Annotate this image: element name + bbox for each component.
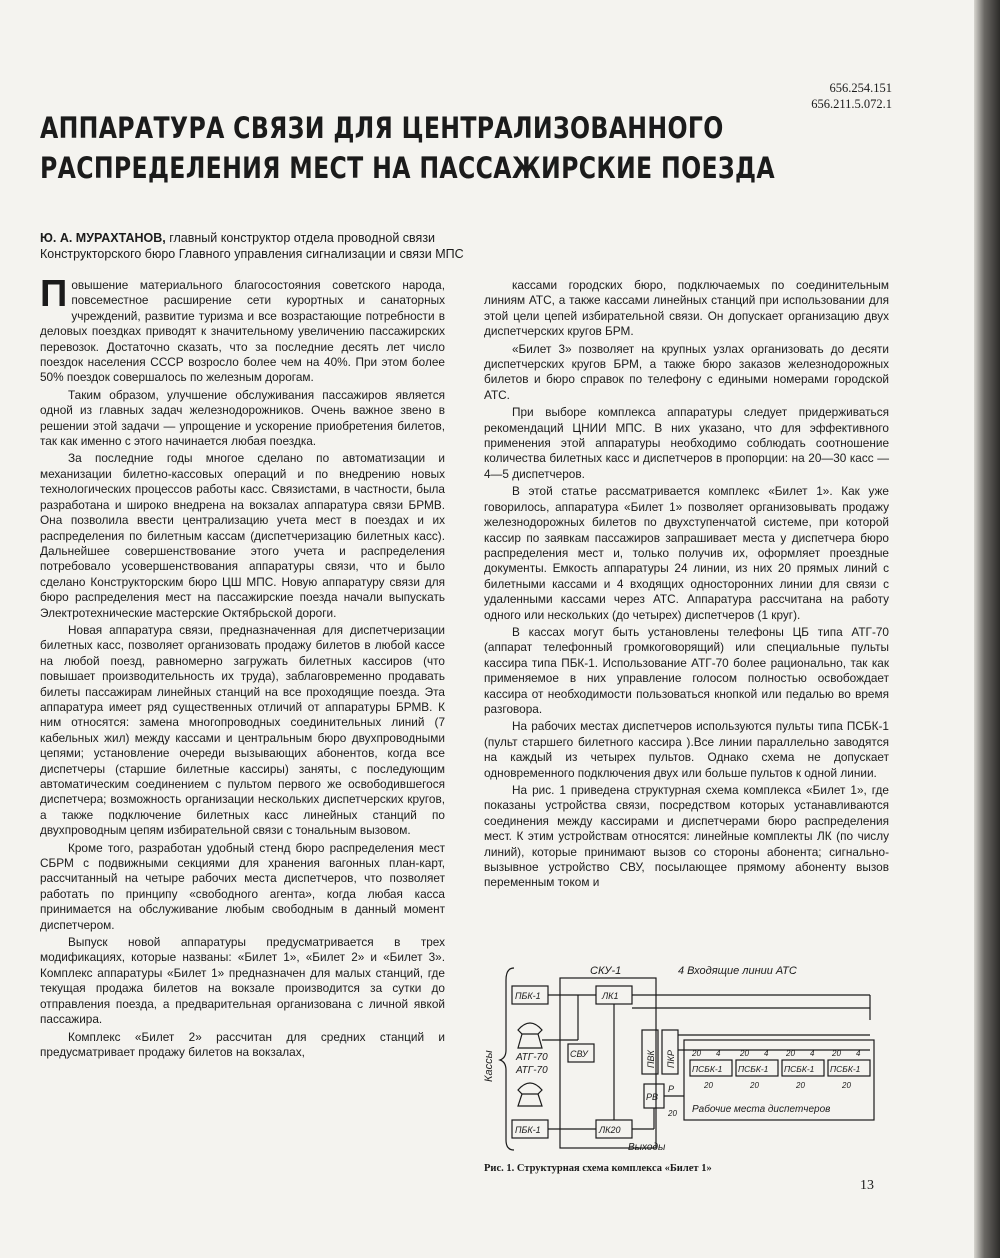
paragraph: На рис. 1 приведена структурная схема комплекса «Билет 1», где показаны устройства связи, посредством которых устанавливаются соединения между кассирами и диспетчерами бюро распределения мест. К этим устройствам относятся: линейные комплекты ЛК (по числу линий), которые принимают вызов со стороны абонента; сигнально-вызывное устройство СВУ, посылающее прямому абоненту вызов переменным током и: [484, 783, 889, 890]
paragraph: За последние годы многое сделано по автоматизации и механизации билетно-кассовых операций и по внедрению новых технологических процессов работы касс. Связистами, в частности, была разработана и широко внедрена на вокзалах аппаратура связи БРМВ. Она позволила ввести централизацию учета мест в поездах и их распределения по билетным кассам (диспетчеризацию билетных касс). Дальнейшее совершенствование этого учета и распределения потребовало усовершенствования аппаратуры связи, что и было сделано Конструкторским бюро ЦШ МПС. Новую аппаратуру связи для бюро распределения мест на пассажирские поезда начали выпускать Электротехнические мастерские Октябрьской дороги.: [40, 451, 445, 620]
paragraph: кассами городских бюро, подключаемых по соединительным линиям АТС, а также кассами линейных станций при использовании для этой цели цепей избирательной связи. Он допускает организацию двух диспетчерских кругов БРМ.: [484, 278, 889, 339]
line-count-20: 20: [786, 1049, 795, 1058]
udc-codes: [770, 80, 892, 112]
udc-code: 656.211.5.072.1: [811, 97, 892, 111]
lk20-label: ЛК20: [599, 1125, 621, 1135]
psbk-label: ПСБК-1: [784, 1064, 815, 1074]
workplaces-label: Рабочие места диспетчеров: [692, 1104, 831, 1115]
page-edge-shadow: [974, 0, 1000, 1258]
psbk-label: ПСБК-1: [692, 1064, 723, 1074]
line-count-4: 4: [764, 1049, 769, 1058]
rv-label: РВ: [646, 1092, 659, 1102]
paragraph: Новая аппаратура связи, предназначенная для диспетчеризации билетных касс, позволяет организовать продажу билетов в любой кассе на любой поезд, равномерно загружать билетных кассиров (что повышает производительность их труда), заблаговременно продавать билеты пассажирам линейных станций на все проходящие поезда. Эта аппаратура имеет ряд существенных отличий от аппаратуры БРМВ. К ним относятся: замена многопроводных соединительных линий (7 кабельных жил) между кассами и центральным бюро двухпроводными цепями; установление очереди вызывающих абонентов, когда все диспетчеры (старшие билетные кассиры) заняты, с последующим автоматическим соединением с пультом первого же освободившегося диспетчера; возможность организации нескольких диспетчерских кругов, а также подключение билетных касс линейных станций по двухпроводным цепям избирательной связи с тональным вызовом.: [40, 622, 445, 838]
pbk-bottom-label: ПБК-1: [515, 1125, 541, 1135]
outputs-count-20: 20: [668, 1109, 677, 1118]
title-line: РАСПРЕДЕЛЕНИЯ МЕСТ НА ПАССАЖИРСКИЕ ПОЕЗДА: [40, 151, 775, 185]
psbk-group: [690, 1060, 870, 1076]
line-count-20: 20: [704, 1081, 713, 1090]
atg70-label: АТГ-70: [516, 1052, 548, 1063]
figure-caption: Рис. 1. Структурная схема комплекса «Билет 1»: [484, 1163, 712, 1174]
pvk-label: ПВК: [646, 1050, 656, 1068]
paragraph: В кассах могут быть установлены телефоны ЦБ типа АТГ-70 (аппарат телефонный громкоговорящий) или специальные пульты кассира типа ПБК-1. Использование АТГ-70 более рационально, так как применяемое в них управление голосом полностью освобождает кассира от необходимости пользоваться кнопкой или педалью во время разговора.: [484, 624, 889, 716]
p-label: Р: [668, 1084, 675, 1094]
line-count-20: 20: [796, 1081, 805, 1090]
author-line-1: [40, 230, 640, 246]
paragraph: «Билет 3» позволяет на крупных узлах организовать до десяти диспетчерских кругов БРМ, а также бюро заказов железнодорожных билетов и бюро справок по телефону с едиными номерами городской АТС.: [484, 341, 889, 402]
line-count-4: 4: [716, 1049, 721, 1058]
pbk-top-label: ПБК-1: [515, 991, 541, 1001]
block-diagram-svg: [478, 960, 888, 1158]
atg70-label: АТГ-70: [516, 1065, 548, 1076]
title-line: АППАРАТУРА СВЯЗИ ДЛЯ ЦЕНТРАЛИЗОВАННОГО: [40, 111, 724, 145]
pkr-label: ПКР: [666, 1050, 676, 1068]
svu-label: СВУ: [570, 1049, 588, 1059]
right-column: [484, 278, 889, 893]
page-number: 13: [860, 1178, 874, 1193]
line-count-20: 20: [740, 1049, 749, 1058]
sku-label: СКУ-1: [590, 965, 622, 977]
telephone-icon: [518, 1083, 542, 1094]
paragraph-text: овышение материального благосостояния советского народа, повсеместное расширение сети курортных и санаторных учреждений, развитие туризма и все возрастающие потребности в деловых поездках приводят к значительному увеличению пассажирских перевозок. Достаточно сказать, что за последние десять лет число поездок населения СССР возросло более чем на 40%. При этом более 50% поездок совершалось по железным дорогам.: [40, 278, 445, 385]
author-affiliation: Конструкторского бюро Главного управления сигнализации и связи МПС: [40, 247, 464, 261]
psbk-label: ПСБК-1: [738, 1064, 769, 1074]
paragraph: Кроме того, разработан удобный стенд бюро распределения мест СБРМ с подвижными секциями для хранения вагонных план-карт, рассчитанный на четыре рабочих места диспетчеров, что позволяет работать по принципу «свободного агента», когда любая касса принимается на обслуживание любым свободным в данный момент диспетчером.: [40, 840, 445, 932]
line-count-20: 20: [692, 1049, 701, 1058]
outputs-label: Выходы: [628, 1142, 666, 1153]
paragraph: Таким образом, улучшение обслуживания пассажиров является одной из главных задач железнодорожников. Очень важное звено в решении этой задачи — упрощение и ускорение приобретения билетов, так как именно с этого начинается любая поездка.: [40, 387, 445, 449]
author-name: Ю. А. МУРАХТАНОВ,: [40, 231, 166, 245]
paragraph: [40, 273, 445, 386]
line-count-20: 20: [832, 1049, 841, 1058]
psbk-label: ПСБК-1: [830, 1064, 861, 1074]
paragraph: При выборе комплекса аппаратуры следует придерживаться рекомендаций ЦНИИ МПС. В них указано, что для эффективного применения этой аппаратуры необходимо соблюдать соотношение количества билетных касс и диспетчеров в пропорции: на 20—30 касс — 4—5 диспетчеров.: [484, 405, 889, 481]
paragraph: Выпуск новой аппаратуры предусматривается в трех модификациях, которые названы: «Билет 1», «Билет 2» и «Билет 3». Комплекс аппаратуры «Билет 1» предназначен для малых станций, где текущая продажа билетов на вокзале производится за сутки до отправления поезда, а предварительная организована с личной явкой пассажира.: [40, 935, 445, 1027]
telephone-icon: [518, 1023, 542, 1034]
telephone-icon: [518, 1094, 542, 1106]
paragraph: На рабочих местах диспетчеров используются пульты типа ПСБК-1 (пульт старшего билетного кассира ).Все линии параллельно заводятся на каждый из четырех пультов. Однако схема не допускает одновременного подключения двух или больше пультов к одной линии.: [484, 719, 889, 780]
line-count-20: 20: [750, 1081, 759, 1090]
author-block: [40, 230, 640, 262]
lk1-label: ЛК1: [602, 991, 619, 1001]
author-position: главный конструктор отдела проводной связи: [169, 231, 436, 245]
incoming-lines-label: 4 Входящие линии АТС: [678, 965, 797, 977]
line-count-20: 20: [842, 1081, 851, 1090]
telephone-icon: [518, 1034, 542, 1048]
paragraph: В этой статье рассматривается комплекс «Билет 1». Как уже говорилось, аппаратура «Билет 1» позволяет организовывать продажу железнодорожных билетов по двухступенчатой системе, при которой кассир по заявкам пассажиров запрашивает места у диспетчера бюро распределения мест и, только получив их, оформляет проездные документы. Емкость аппаратуры 24 линии, из них 20 прямых линий с билетными кассами и 4 входящих односторонних линии для связи с удаленными кассами через АТС. Аппаратура рассчитана на работу одного или нескольких (до четырех) диспетчеров (1 круг).: [484, 484, 889, 622]
drop-cap: П: [40, 273, 68, 315]
article-title: [40, 108, 775, 188]
line-count-4: 4: [856, 1049, 861, 1058]
udc-code: 656.254.151: [829, 81, 892, 95]
block-diagram: [478, 960, 888, 1158]
paragraph: Комплекс «Билет 2» рассчитан для средних станций и предусматривает продажу билетов на вокзалах,: [40, 1029, 445, 1059]
left-column: [40, 273, 445, 1062]
kassy-label: Кассы: [483, 1050, 495, 1082]
line-count-4: 4: [810, 1049, 815, 1058]
